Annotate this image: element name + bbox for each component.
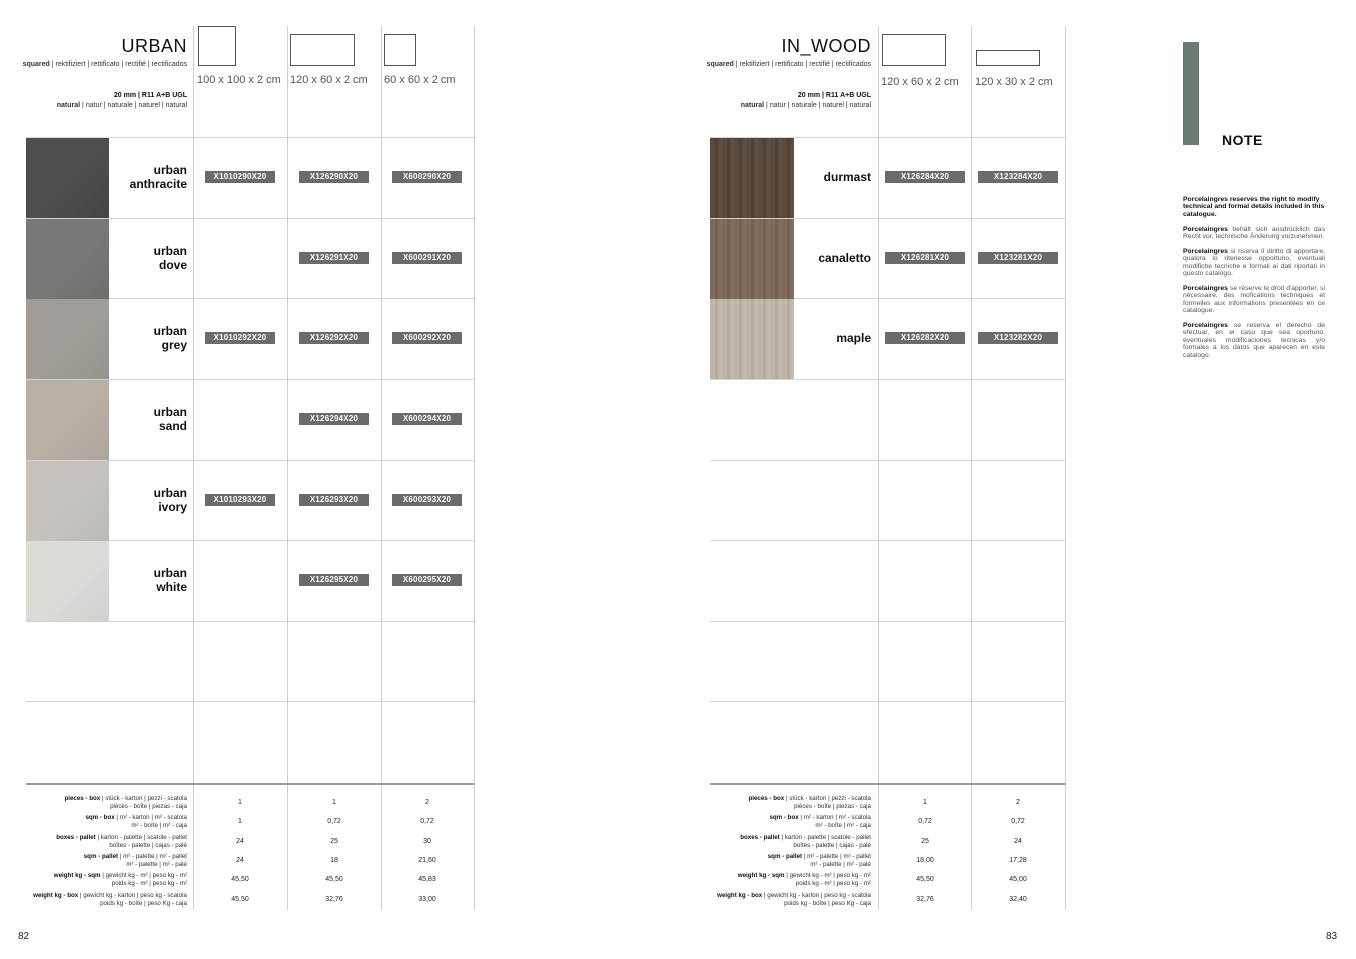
spec-value: 24	[1014, 838, 1022, 845]
spec-value: 0,72	[1011, 818, 1025, 825]
spec-label-key: sqm - box	[769, 814, 799, 821]
spec-label-translations: | m² - karton | m² - scatola	[798, 814, 871, 821]
size-label: 60 x 60 x 2 cm	[384, 74, 456, 86]
spec-value: 1	[238, 818, 242, 825]
product-name-line: anthracite	[129, 177, 187, 191]
spec-label-line: m² - palette | m² - palé	[126, 861, 187, 868]
article-code-badge: X600293X20	[392, 494, 462, 506]
spec-label-line: pièces - boîte | piezas - caja	[794, 803, 871, 810]
note-title: NOTE	[1222, 132, 1263, 148]
spec-value: 17,28	[1009, 857, 1027, 864]
spec-value: 45,50	[325, 876, 343, 883]
spec-label-translations: | m² - palette | m² - pallet	[802, 853, 871, 860]
article-code-badge: X123281X20	[978, 252, 1058, 264]
spec-label-line: m² - boîte | m² - caja	[815, 822, 871, 829]
spec-label-key: weight kg - sqm	[737, 872, 785, 879]
spec-label-line	[56, 834, 187, 842]
spec-value: 1	[923, 799, 927, 806]
note-main-text: Porcelaingres reserves the right to modify technical and formal details included in this catalogue.	[1183, 196, 1325, 218]
product-name	[154, 486, 187, 514]
spec-label	[33, 892, 187, 908]
column-divider	[1065, 26, 1066, 910]
spec-label-key: boxes - pallet	[740, 834, 780, 841]
column-divider	[878, 26, 879, 910]
article-code-badge: X1010290X20	[205, 171, 275, 183]
spec-value: 0,72	[918, 818, 932, 825]
row-divider	[26, 621, 474, 622]
spec-label-line: pièces - boîte | piezas - caja	[110, 803, 187, 810]
spec-value: 25	[330, 838, 338, 845]
spec-value: 32,76	[325, 896, 343, 903]
spec-value: 45,83	[418, 876, 436, 883]
spec-label-line	[84, 853, 187, 861]
spec-label-translations: | stück - karton | pezzi - scatola	[100, 795, 187, 802]
spec-value: 45,50	[231, 896, 249, 903]
row-divider	[710, 701, 1065, 702]
spec-label	[740, 834, 871, 850]
spec-value: 45,50	[916, 876, 934, 883]
spec-label-key: weight kg - sqm	[53, 872, 101, 879]
product-name-line: white	[156, 580, 187, 594]
article-code-badge: X600294X20	[392, 413, 462, 425]
spec-label-key: sqm - pallet	[83, 853, 119, 860]
spec-value: 45,00	[1009, 876, 1027, 883]
spec-label-key: boxes - pallet	[56, 834, 96, 841]
spec-label-key: pieces - box	[64, 795, 101, 802]
spec-value: 1	[238, 799, 242, 806]
tile-swatch	[26, 138, 109, 218]
column-divider	[971, 26, 972, 910]
article-code-badge: X1010292X20	[205, 332, 275, 344]
product-name-line: urban	[153, 486, 187, 500]
collection-title: IN_WOOD	[781, 36, 871, 56]
spec-label-translations: | gewicht kg - m² | peso kg - m²	[784, 872, 871, 879]
thickness-line: 20 mm | R11 A+B UGL	[113, 92, 187, 99]
row-divider	[710, 621, 1065, 622]
finish-line: natural | natur | naturale | naturel | natural	[740, 102, 871, 109]
product-name-line: urban	[153, 244, 187, 258]
spec-label-line	[717, 892, 871, 900]
spec-label-line: poids kg - boîte | peso Kg - caja	[100, 900, 187, 907]
spec-label-line	[85, 814, 187, 822]
spec-label-line	[740, 834, 871, 842]
product-name-line: sand	[158, 419, 187, 433]
column-divider	[193, 26, 194, 910]
product-name	[154, 324, 187, 352]
wood-swatch	[710, 219, 794, 299]
spec-divider	[26, 783, 474, 785]
spec-value: 0,72	[327, 818, 341, 825]
product-name-line: urban	[153, 324, 187, 338]
spec-label	[56, 834, 187, 850]
product-name-line: urban	[153, 163, 187, 177]
spec-divider	[710, 783, 1065, 785]
spec-value: 32,40	[1009, 896, 1027, 903]
spec-label-translations: | karton - palette | scatole - pallet	[95, 834, 187, 841]
article-code-badge: X126290X20	[299, 171, 369, 183]
spec-label	[769, 814, 871, 830]
spec-label	[54, 872, 187, 888]
tile-swatch	[26, 461, 109, 541]
spec-label-line: poids kg - m² | peso kg - m²	[111, 880, 187, 887]
article-code-badge: X126294X20	[299, 413, 369, 425]
size-label: 120 x 60 x 2 cm	[881, 76, 959, 88]
product-name-line: grey	[161, 338, 187, 352]
product-name: durmast	[823, 170, 871, 184]
wood-swatch	[710, 299, 794, 379]
note-paragraph-es: Porcelaingres se reserva el derecho de efectuar, en el caso que sea oportuno, eventuales modificaciones tecnicas y/o formales a los datos que aparecen en este catalogo.	[1183, 322, 1325, 359]
spec-label	[85, 814, 187, 830]
spec-label-line: m² - boîte | m² - caja	[131, 822, 187, 829]
article-code-badge: X600290X20	[392, 171, 462, 183]
article-code-badge: X126284X20	[885, 171, 965, 183]
rectified-line: squared | rektifiziert | rettificato | rectifié | rectificados	[706, 61, 871, 68]
article-code-badge: X126281X20	[885, 252, 965, 264]
product-name	[154, 244, 187, 272]
finish-line: natural | natur | naturale | naturel | natural	[56, 102, 187, 109]
note-paragraph-it: Porcelaingres si riserva il diritto di apportare, qualora lo ritenesse opportuno, eventuali modifiche tecniche e formali ai dati riportati in questo catalogo.	[1183, 248, 1325, 278]
tile-swatch	[26, 219, 109, 299]
spec-label-translations: | gewicht kg - m² | peso kg - m²	[100, 872, 187, 879]
product-name-line: dove	[158, 258, 187, 272]
product-name: maple	[836, 331, 871, 345]
spec-label-key: pieces - box	[748, 795, 785, 802]
spec-label-line	[54, 872, 187, 880]
spec-label-translations: | stück - karton | pezzi - scatola	[784, 795, 871, 802]
product-name-line: urban	[153, 566, 187, 580]
spec-label-key: sqm - box	[85, 814, 115, 821]
spec-value: 24	[236, 838, 244, 845]
article-code-badge: X126292X20	[299, 332, 369, 344]
size-shape-square	[198, 26, 236, 66]
size-shape-rect	[290, 34, 355, 66]
spec-label-line: boîtes - palette | cajas - palé	[109, 842, 187, 849]
spec-label	[84, 853, 187, 869]
thickness-line: 20 mm | R11 A+B UGL	[797, 92, 871, 99]
spec-value: 1	[332, 799, 336, 806]
note-accent-bar	[1183, 42, 1199, 145]
size-label: 100 x 100 x 2 cm	[197, 74, 281, 86]
product-name: canaletto	[818, 251, 871, 265]
spec-label-line	[738, 872, 871, 880]
spec-label-translations: | m² - karton | m² - scatola	[114, 814, 187, 821]
column-divider	[381, 26, 382, 910]
spec-label-key: weight kg - box	[33, 892, 79, 899]
row-divider	[26, 701, 474, 702]
column-divider	[287, 26, 288, 910]
size-label: 120 x 60 x 2 cm	[290, 74, 368, 86]
collection-title: URBAN	[121, 36, 187, 56]
spec-label-translations: | m² - palette | m² - pallet	[118, 853, 187, 860]
product-name	[154, 566, 187, 594]
article-code-badge: X126282X20	[885, 332, 965, 344]
spec-label-translations: | gewicht kg - karton | peso kg - scatola	[78, 892, 187, 899]
article-code-badge: X1010293X20	[205, 494, 275, 506]
size-shape-rect	[882, 34, 946, 66]
wood-swatch	[710, 138, 794, 218]
page-number: 83	[1326, 931, 1338, 942]
column-divider	[474, 26, 475, 910]
spec-label-key: sqm - pallet	[767, 853, 803, 860]
spec-label-line: boîtes - palette | cajas - palé	[793, 842, 871, 849]
row-divider	[710, 460, 1065, 461]
spec-value: 45,50	[231, 876, 249, 883]
page-number: 82	[18, 931, 30, 942]
row-divider	[710, 540, 1065, 541]
spec-label-translations: | gewicht kg - karton | peso kg - scatola	[762, 892, 871, 899]
spec-label-line: poids kg - boîte | peso Kg - caja	[784, 900, 871, 907]
size-shape-square	[384, 34, 416, 66]
spec-label-translations: | karton - palette | scatole - pallet	[779, 834, 871, 841]
article-code-badge: X123284X20	[978, 171, 1058, 183]
article-code-badge: X123282X20	[978, 332, 1058, 344]
article-code-badge: X126291X20	[299, 252, 369, 264]
row-divider	[710, 379, 1065, 380]
spec-value: 18	[330, 857, 338, 864]
note-paragraph-fr: Porcelaingres se réserve le droit d'apporter, si nécessaire, des mofications techniques et formelles aux informations presentées en ce catalogue.	[1183, 285, 1325, 315]
article-code-badge: X600295X20	[392, 574, 462, 586]
product-name	[154, 405, 187, 433]
spec-label-line	[64, 795, 187, 803]
spec-value: 30	[423, 838, 431, 845]
spec-label	[738, 872, 871, 888]
product-name-line: ivory	[158, 500, 187, 514]
spec-value: 2	[425, 799, 429, 806]
spec-value: 18,00	[916, 857, 934, 864]
note-paragraph-de: Porcelaingres behält sich ausdrücklich das Recht vor, technische Änderung vorzunehmen.	[1183, 226, 1325, 241]
product-name	[130, 163, 187, 191]
size-shape-plank	[976, 50, 1040, 66]
article-code-badge: X126293X20	[299, 494, 369, 506]
spec-value: 25	[921, 838, 929, 845]
tile-swatch	[26, 299, 109, 379]
spec-label-line	[748, 795, 871, 803]
spec-label-line: m² - palette | m² - palé	[810, 861, 871, 868]
spec-label	[768, 853, 871, 869]
spec-label	[64, 795, 187, 811]
spec-value: 21,60	[418, 857, 436, 864]
spec-label	[748, 795, 871, 811]
tile-swatch	[26, 380, 109, 460]
spec-value: 24	[236, 857, 244, 864]
spec-value: 2	[1016, 799, 1020, 806]
spec-label-line	[768, 853, 871, 861]
tile-swatch	[26, 541, 109, 621]
article-code-badge: X600291X20	[392, 252, 462, 264]
spec-label-line	[33, 892, 187, 900]
spec-label	[717, 892, 871, 908]
spec-value: 32,76	[916, 896, 934, 903]
spec-label-key: weight kg - box	[717, 892, 763, 899]
rectified-line: squared | rektifiziert | rettificato | rectifié | rectificados	[22, 61, 187, 68]
spec-label-line: poids kg - m² | peso kg - m²	[795, 880, 871, 887]
article-code-badge: X600292X20	[392, 332, 462, 344]
product-name-line: urban	[153, 405, 187, 419]
spec-value: 0,72	[420, 818, 434, 825]
article-code-badge: X126295X20	[299, 574, 369, 586]
spec-value: 33,00	[418, 896, 436, 903]
spec-label-line	[769, 814, 871, 822]
size-label: 120 x 30 x 2 cm	[975, 76, 1053, 88]
